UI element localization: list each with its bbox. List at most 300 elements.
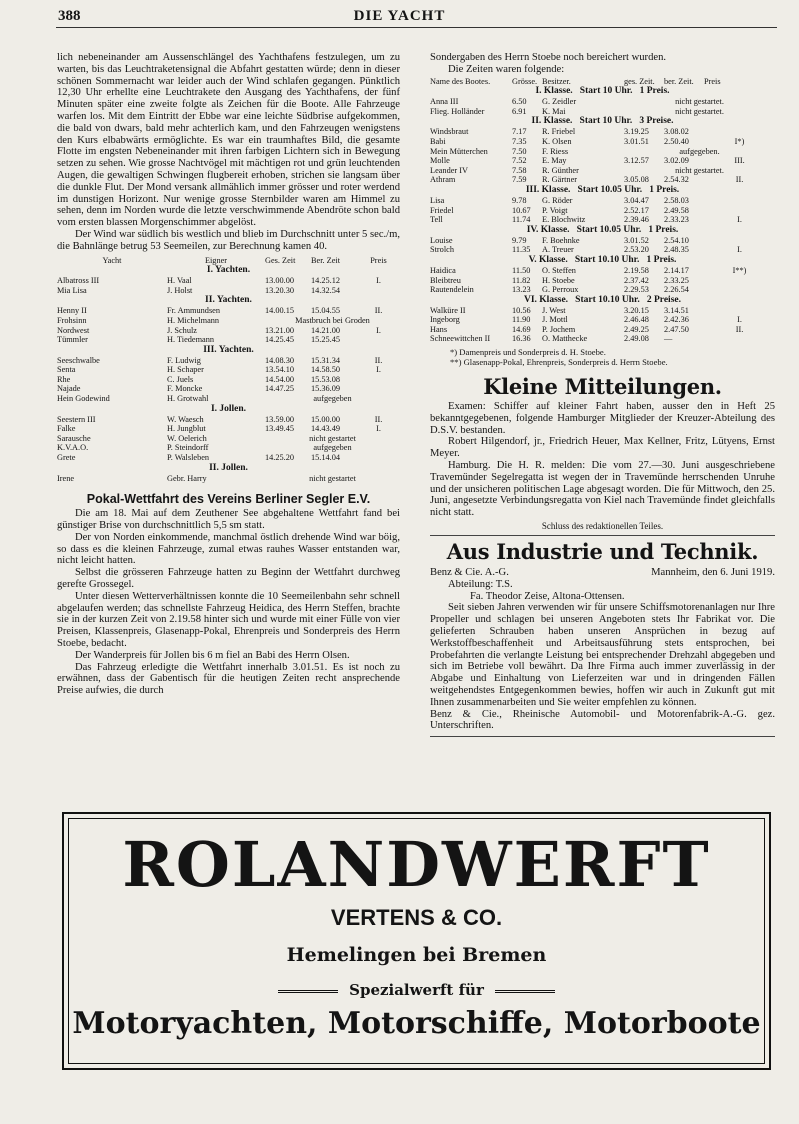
cell-size: 7.59 bbox=[512, 175, 527, 185]
cell-calc-time: 15.25.45 bbox=[311, 335, 341, 345]
section-rule bbox=[430, 736, 775, 737]
header-rule bbox=[56, 27, 777, 28]
cell-prize: I**) bbox=[732, 265, 747, 275]
cell-calc-time: 2.49.58 bbox=[664, 205, 689, 215]
boat-results-table bbox=[430, 77, 775, 344]
table-row bbox=[430, 137, 775, 147]
cell-calc-time: 14.25.12 bbox=[311, 276, 341, 286]
cell-calc-time: 15.04.55 bbox=[311, 306, 341, 316]
footnote: *) Damenpreis und Sonderpreis d. H. Stoebe. bbox=[450, 347, 606, 358]
cell-boat: Molle bbox=[430, 156, 450, 166]
cell-calc-time: 2.58.03 bbox=[664, 195, 689, 205]
cell-owner: E. May bbox=[542, 156, 567, 166]
cell-total-time: 13.00.00 bbox=[265, 276, 295, 286]
cell-boat: Anna III bbox=[430, 97, 459, 107]
table-row bbox=[430, 206, 775, 216]
cell-yacht: Mia Lisa bbox=[57, 285, 87, 295]
cell-calc-time: 15.36.09 bbox=[311, 384, 341, 394]
cell-total-time: 3.12.57 bbox=[624, 156, 649, 166]
cell-size: 10.67 bbox=[512, 205, 531, 215]
cell-prize: II. bbox=[374, 414, 383, 424]
cell-owner: W. Oelerich bbox=[167, 433, 207, 443]
table-row bbox=[57, 375, 400, 385]
cell-owner: Fr. Ammundsen bbox=[167, 306, 221, 316]
cell-owner: H. Schaper bbox=[167, 365, 204, 375]
table-row bbox=[57, 286, 400, 296]
cell-yacht: Sarausche bbox=[57, 433, 91, 443]
cell-owner: H. Grotwahl bbox=[167, 394, 209, 404]
group-title-row bbox=[57, 265, 400, 276]
cell-owner: W. Waesch bbox=[167, 414, 204, 424]
cell-calc-time: 14.21.00 bbox=[311, 325, 341, 335]
col-header-yacht: Yacht bbox=[102, 255, 122, 265]
cell-size: 16.36 bbox=[512, 334, 531, 344]
cell-prize: I*) bbox=[734, 136, 745, 146]
table-row bbox=[430, 236, 775, 246]
cell-total-time: 2.39.46 bbox=[624, 215, 649, 225]
cell-yacht: Grete bbox=[57, 453, 76, 463]
cell-owner: J. Schulz bbox=[167, 325, 197, 335]
cell-yacht: Frohsinn bbox=[57, 315, 87, 325]
table-row bbox=[57, 443, 400, 453]
cell-boat: Hans bbox=[430, 324, 448, 334]
cell-calc-time: 15.00.00 bbox=[311, 414, 341, 424]
cell-total-time: 3.01.52 bbox=[624, 235, 649, 245]
cell-calc-time: 2.47.50 bbox=[664, 324, 689, 334]
cell-total-time: 14.25.45 bbox=[265, 335, 295, 345]
cell-owner: O. Matthecke bbox=[542, 334, 588, 344]
table-row bbox=[430, 276, 775, 286]
cell-yacht: Tümmler bbox=[57, 335, 88, 345]
table-row bbox=[430, 196, 775, 206]
cell-prize bbox=[704, 334, 775, 344]
kleine-mitteilungen-heading: Kleine Mitteilungen. bbox=[483, 374, 722, 400]
cell-boat: Babi bbox=[430, 136, 446, 146]
cell-calc-time: 3.02.09 bbox=[664, 156, 689, 166]
cell-size: 11.35 bbox=[512, 245, 531, 255]
cell-prize: II. bbox=[735, 175, 744, 185]
table-row bbox=[57, 276, 400, 286]
cell-yacht: K.V.A.O. bbox=[57, 443, 89, 453]
cell-total-time: 2.46.48 bbox=[624, 315, 649, 325]
footnote: **) Glasenapp-Pokal, Ehrenpreis, Sonderpreis d. Herrn Stoebe. bbox=[450, 357, 668, 368]
pokal-paragraph: Der Wanderpreis für Jollen bis 6 m fiel an Babi des Herrn Olsen. bbox=[75, 649, 350, 661]
group-title: II. Yachten. bbox=[205, 295, 252, 306]
table-row bbox=[430, 245, 775, 255]
cell-boat: Friedel bbox=[430, 205, 454, 215]
cell-yacht: Henny II bbox=[57, 306, 87, 316]
table-row bbox=[57, 326, 400, 336]
cell-prize bbox=[357, 286, 400, 296]
table-row bbox=[57, 434, 400, 444]
class-title: I. Klasse. Start 10 Uhr. 1 Preis. bbox=[535, 86, 670, 97]
cell-boat: Rautendelein bbox=[430, 285, 474, 295]
cell-total-time: 14.00.15 bbox=[265, 306, 295, 316]
cell-yacht: Albatross III bbox=[57, 276, 100, 286]
table-row bbox=[430, 166, 775, 176]
letter-recipient: Fa. Theodor Zeise, Altona-Ottensen. bbox=[470, 590, 625, 602]
yacht-results-table bbox=[57, 256, 400, 484]
pokal-heading: Pokal-Wettfahrt des Vereins Berliner Segler E.V. bbox=[86, 492, 371, 507]
cell-boat: Haidica bbox=[430, 265, 456, 275]
cell-total-time: 3.04.47 bbox=[624, 195, 649, 205]
letter-department: Abteilung: T.S. bbox=[448, 578, 513, 590]
cell-prize: I. bbox=[376, 325, 381, 335]
page-header bbox=[0, 0, 799, 28]
cell-owner: R. Günther bbox=[542, 165, 579, 175]
cell-note: nicht gestartet. bbox=[675, 97, 724, 107]
class-title-row bbox=[430, 86, 775, 97]
class-title-row bbox=[430, 255, 775, 266]
cell-yacht: Falke bbox=[57, 424, 76, 434]
table-row bbox=[57, 453, 400, 463]
rolandwerft-advertisement bbox=[62, 812, 771, 1070]
class-title-row bbox=[430, 185, 775, 196]
group-title: III. Yachten. bbox=[203, 344, 254, 355]
cell-size: 6.91 bbox=[512, 106, 527, 116]
cell-size: 7.58 bbox=[512, 165, 527, 175]
cell-boat: Strolch bbox=[430, 245, 454, 255]
cell-prize: I. bbox=[737, 315, 742, 325]
cell-boat: Schneewittchen II bbox=[430, 334, 491, 344]
cell-size: 7.52 bbox=[512, 156, 527, 166]
table-row bbox=[430, 107, 775, 117]
class-title: V. Klasse. Start 10.10 Uhr. 1 Preis. bbox=[528, 254, 677, 265]
cell-yacht: Seestern III bbox=[57, 414, 96, 424]
cell-boat: Louise bbox=[430, 235, 453, 245]
cell-calc-time: 2.50.40 bbox=[664, 136, 689, 146]
cell-prize: II. bbox=[374, 306, 383, 316]
table-row bbox=[430, 215, 775, 225]
footnotes bbox=[430, 347, 775, 367]
cell-calc-time: 2.14.17 bbox=[664, 265, 689, 275]
group-title-row bbox=[57, 463, 400, 474]
group-title: I. Jollen. bbox=[210, 403, 247, 414]
cell-owner: A. Treuer bbox=[542, 245, 574, 255]
cell-prize bbox=[704, 206, 775, 216]
group-title: II. Jollen. bbox=[209, 462, 248, 473]
cell-total-time: 2.49.25 bbox=[624, 324, 649, 334]
cell-size: 11.82 bbox=[512, 275, 531, 285]
table-row bbox=[430, 285, 775, 295]
cell-prize bbox=[357, 375, 400, 385]
pokal-paragraph: Unter diesen Wetterverhältnissen konnte die 10 Seemeilenbahn sehr schnell abgelaufen werden; das schnellste Fahrzeug Heidica, des Herrn Steffen, brachte sie in der kurzen Zeit von 2.19.58 hinter sich und wurde mit einer Fülle von vier Preisen, Klassenpreis, Glasenapp-Pokal, Ehrenpreis und Sonderpreis des Herrn Stoebe, bedacht. bbox=[57, 590, 400, 649]
cell-boat: Leander IV bbox=[430, 165, 469, 175]
cell-prize: I. bbox=[376, 424, 381, 434]
cell-owner: G. Zeidler bbox=[542, 97, 577, 107]
cell-size: 14.69 bbox=[512, 324, 531, 334]
class-title: VI. Klasse. Start 10.10 Uhr. 2 Preise. bbox=[523, 294, 681, 305]
cell-calc-time: 3.08.02 bbox=[664, 127, 689, 137]
class-title-row bbox=[430, 295, 775, 306]
cell-total-time: 3.20.15 bbox=[624, 305, 649, 315]
right-column bbox=[430, 52, 775, 740]
table-row bbox=[57, 474, 400, 484]
table-row bbox=[430, 175, 775, 185]
cell-size: 9.79 bbox=[512, 235, 527, 245]
cell-prize bbox=[704, 285, 775, 295]
table-row bbox=[430, 97, 775, 107]
col-header-owner: Besitzer. bbox=[542, 76, 571, 86]
cell-prize bbox=[357, 453, 400, 463]
cell-boat: Athram bbox=[430, 175, 456, 185]
cell-calc-time: 2.42.36 bbox=[664, 315, 689, 325]
right-intro: Sondergaben des Herrn Stoebe noch bereichert wurden. bbox=[430, 52, 667, 63]
cell-total-time: 2.19.58 bbox=[624, 265, 649, 275]
cell-total-time: 14.47.25 bbox=[265, 384, 295, 394]
cell-owner: F. Moncke bbox=[167, 384, 203, 394]
cell-total-time: 2.53.20 bbox=[624, 245, 649, 255]
pokal-paragraph: Selbst die grösseren Fahrzeuge hatten zu Beginn der Wettfahrt durchweg gerefte Grossegel. bbox=[57, 567, 400, 591]
ad-specialty-line bbox=[64, 980, 769, 1000]
ad-products: Motoryachten, Motorschiffe, Motorboote bbox=[72, 1006, 761, 1041]
cell-prize bbox=[704, 306, 775, 316]
cell-owner: O. Steffen bbox=[542, 265, 576, 275]
intro-paragraph-1: lich nebeneinander am Aussenschlängel des Yachthafens festzulegen, um zu warten, bis das Leuchtraketensignal die Abfahrt gestatten würde; denn in dieser schönen Sommernacht war leider auch der Wind schlafen gegangen. Pünktlich 12,30 Uhr erhellte eine Leuchtrakete den Ausgang des Yachthafens, der fünf Minuten später eine zweite folgte als Zeichen für die Boote. Alle Fahrzeuge warfen los. Mit dem Eintritt der Ebbe war eine leichte Südbrise aufgekommen, die bald von dwars, bald mehr achterlich kam, und den Fahrzeugen wenigstens den Kurs elbabwärts ermöglichte. Es war ein traumhaftes Bild, die gesamte Flotte im engsten Nebeneinander mit ihren farbigen Lichtern sich in Bewegung setzen zu sehen. Wie grosse Nachtvögel mit mächtigen rot und grün leuchtenden Augen, die gewaltigen Schwingen flugbereit erhoben, strichen sie langsam über die dunkle Flut. Der Mond versank allmählich immer grösser und roter werdend im dunstigen Horizont. Nur wenige grosse Sternbilder waren am Himmel zu sehen, denn im Norden wurde die letzte verschwimmende Abendröte schon bald vom ersten blassen Morgenschimmer abgelöst. bbox=[57, 52, 400, 229]
letter-place-date: Mannheim, den 6. Juni 1919. bbox=[651, 567, 775, 579]
letter-head bbox=[430, 567, 775, 579]
cell-calc-time: 15.53.08 bbox=[311, 374, 341, 384]
class-title: III. Klasse. Start 10.05 Uhr. 1 Preis. bbox=[525, 184, 680, 195]
group-title-row bbox=[57, 345, 400, 356]
cell-owner: R. Gärtner bbox=[542, 175, 578, 185]
col-header-prize: Preis bbox=[704, 76, 721, 86]
cell-owner: J. Mottl bbox=[542, 315, 568, 325]
col-header-total-time: ges. Zeit. bbox=[624, 76, 655, 86]
table-row bbox=[57, 394, 400, 404]
cell-owner: H. Tiedemann bbox=[167, 335, 215, 345]
cell-boat: Tell bbox=[430, 215, 443, 225]
cell-prize: I. bbox=[376, 365, 381, 375]
class-title-row bbox=[430, 116, 775, 127]
kleine-paragraph: Robert Hilgendorf, jr., Friedrich Heuer, Max Kellner, Fritz, Lütyens, Ernst Meyer. bbox=[430, 436, 775, 460]
cell-note: aufgegeben bbox=[313, 394, 352, 404]
letter-body: Seit sieben Jahren verwenden wir für unsere Schiffsmotorenanlagen nur Ihre Propeller und schlagen bei unseren Angeboten stets Ihr Fabrikat vor. Die gelieferten Schrauben haben unseren Ansprüchen in bezug auf Werkstoffbeschaffenheit und Arbeitsausführung stets entsprochen, bei Probefahrten die verlangte Leistung bei entsprechender Drehzahl abgegeben und sich im Betriebe voll bewährt. Da Ihre Firma auch immer zuverlässig in der Abgabe und Einhaltung von Lieferzeiten war und in dringenden Fällen weitgehendstes Entgegenkommen bewies, hoffen wir auch in Zukunft gut mit Ihnen zusammenarbeiten und Sie weiter empfehlen zu können. bbox=[430, 602, 775, 708]
cell-prize: I. bbox=[376, 276, 381, 286]
pokal-paragraph: Der von Norden einkommende, manchmal östlich drehende Wind war böig, so dass es die kleinen Fahrzeuge, zumal etwas rauhes Wasser entstanden war, nicht leicht hatten. bbox=[57, 531, 400, 567]
cell-prize bbox=[357, 335, 400, 345]
industrie-heading: Aus Industrie und Technik. bbox=[446, 539, 759, 565]
cell-prize: III. bbox=[734, 156, 745, 166]
cell-yacht: Irene bbox=[57, 473, 75, 483]
cell-calc-time: 3.14.51 bbox=[664, 305, 689, 315]
cell-yacht: Hein Godewind bbox=[57, 394, 110, 404]
cell-owner: P. Walsleben bbox=[167, 453, 210, 463]
cell-total-time: 13.59.00 bbox=[265, 414, 295, 424]
cell-note: Mastbruch bei Groden bbox=[295, 315, 370, 325]
cell-note: aufgegeben bbox=[313, 443, 352, 453]
cell-owner: G. Perroux bbox=[542, 285, 579, 295]
cell-boat: Lisa bbox=[430, 195, 445, 205]
table-row bbox=[57, 356, 400, 366]
cell-prize bbox=[704, 127, 775, 137]
cell-owner: P. Jochem bbox=[542, 324, 576, 334]
cell-note: nicht gestartet. bbox=[675, 165, 724, 175]
cell-calc-time: 15.31.34 bbox=[311, 355, 341, 365]
page-number: 388 bbox=[58, 8, 81, 24]
col-header-owner: Eigner bbox=[204, 255, 228, 265]
table-row bbox=[430, 334, 775, 344]
cell-prize bbox=[357, 384, 400, 394]
cell-total-time: 3.01.51 bbox=[624, 136, 649, 146]
times-heading: Die Zeiten waren folgende: bbox=[448, 63, 565, 75]
cell-owner: J. West bbox=[542, 305, 566, 315]
left-column bbox=[57, 52, 400, 697]
col-header-boat: Name des Bootes. bbox=[430, 76, 491, 86]
cell-boat: Bleibtreu bbox=[430, 275, 461, 285]
cell-owner: F. Ludwig bbox=[167, 355, 201, 365]
cell-prize bbox=[704, 236, 775, 246]
cell-calc-time: 15.14.04 bbox=[311, 453, 341, 463]
cell-owner: H. Stoebe bbox=[542, 275, 575, 285]
table-row bbox=[430, 306, 775, 316]
cell-total-time: 2.52.17 bbox=[624, 205, 649, 215]
cell-calc-time: 14.43.49 bbox=[311, 424, 341, 434]
cell-prize: I. bbox=[737, 215, 742, 225]
ad-specialty: Spezialwerft für bbox=[349, 981, 484, 999]
table-row bbox=[430, 156, 775, 166]
cell-total-time: 13.21.00 bbox=[265, 325, 295, 335]
col-header-calc-time: Ber. Zeit bbox=[311, 255, 341, 265]
cell-size: 11.74 bbox=[512, 215, 531, 225]
class-title-row bbox=[430, 225, 775, 236]
cell-total-time: 13.54.10 bbox=[265, 365, 295, 375]
col-header-calc-time: ber. Zeit. bbox=[664, 76, 694, 86]
cell-boat: Flieg. Holländer bbox=[430, 106, 485, 116]
group-title: I. Yachten. bbox=[206, 265, 251, 276]
table-row bbox=[430, 147, 775, 157]
table-header-row bbox=[57, 256, 400, 266]
cell-size: 11.90 bbox=[512, 315, 531, 325]
cell-note: nicht gestartet. bbox=[675, 106, 724, 116]
cell-calc-time: 14.32.54 bbox=[311, 285, 341, 295]
table-row bbox=[57, 415, 400, 425]
cell-yacht: Nordwest bbox=[57, 325, 90, 335]
cell-prize bbox=[704, 196, 775, 206]
cell-total-time: 2.29.53 bbox=[624, 285, 649, 295]
cell-owner: F. Boehnke bbox=[542, 235, 580, 245]
ad-rule-right bbox=[495, 990, 555, 993]
cell-yacht: Seeschwalbe bbox=[57, 355, 100, 365]
cell-yacht: Senta bbox=[57, 365, 76, 375]
table-row bbox=[57, 384, 400, 394]
cell-total-time: 14.08.30 bbox=[265, 355, 295, 365]
group-title-row bbox=[57, 295, 400, 306]
cell-calc-time: 2.54.10 bbox=[664, 235, 689, 245]
intro-paragraph-2: Der Wind war südlich bis westlich und blieb im Durchschnitt unter 5 sec./m, die Bahnlänge betrug 53 Seemeilen, zur Berechnung kamen 40. bbox=[57, 228, 400, 252]
group-title-row bbox=[57, 404, 400, 415]
class-title: II. Klasse. Start 10 Uhr. 3 Preise. bbox=[531, 116, 674, 127]
cell-calc-time: 2.54.32 bbox=[664, 175, 689, 185]
cell-owner: F. Riess bbox=[542, 146, 569, 156]
ad-rule-left bbox=[278, 990, 338, 993]
cell-calc-time: 2.26.54 bbox=[664, 285, 689, 295]
cell-owner: H. Vaal bbox=[167, 276, 192, 286]
cell-owner: G. Röder bbox=[542, 195, 573, 205]
col-header-prize: Preis bbox=[370, 255, 387, 265]
letter-sender: Benz & Cie. A.-G. bbox=[430, 567, 509, 579]
cell-boat: Mein Mütterchen bbox=[430, 146, 488, 156]
cell-size: 7.35 bbox=[512, 136, 527, 146]
journal-title: DIE YACHT bbox=[353, 8, 446, 24]
kleine-paragraph: Examen: Schiffer auf kleiner Fahrt haben, ausser den in Heft 25 bekanntgegebenen, folgende Hamburger Mitglieder der Kreuzer-Abteilung des D.S.V. bestanden. bbox=[430, 401, 775, 436]
cell-total-time: 14.25.20 bbox=[265, 453, 295, 463]
table-row bbox=[57, 365, 400, 375]
cell-note: nicht gestartet bbox=[309, 433, 356, 443]
ad-owner: VERTENS & CO. bbox=[330, 905, 503, 930]
table-row bbox=[57, 316, 400, 326]
pokal-paragraph: Die am 18. Mai auf dem Zeuthener See abgehaltene Wettfahrt fand bei günstiger Brise von durchschnittlich 5,5 sm statt. bbox=[57, 508, 400, 532]
cell-boat: Walküre II bbox=[430, 305, 466, 315]
cell-size: 13.23 bbox=[512, 285, 531, 295]
cell-size: 9.78 bbox=[512, 195, 527, 205]
table-header-row bbox=[430, 77, 775, 87]
table-row bbox=[430, 315, 775, 325]
cell-prize: I. bbox=[737, 245, 742, 255]
ad-company-name: ROLANDWERFT bbox=[122, 828, 711, 901]
cell-owner: H. Jungblut bbox=[167, 424, 206, 434]
cell-total-time: 3.19.25 bbox=[624, 127, 649, 137]
cell-calc-time: 2.33.25 bbox=[664, 275, 689, 285]
cell-owner: J. Holst bbox=[167, 285, 193, 295]
cell-calc-time: 2.33.23 bbox=[664, 215, 689, 225]
cell-boat: Ingeborg bbox=[430, 315, 460, 325]
cell-total-time: 13.49.45 bbox=[265, 424, 295, 434]
cell-size: 10.56 bbox=[512, 305, 531, 315]
table-row bbox=[57, 335, 400, 345]
cell-owner: K. Olsen bbox=[542, 136, 572, 146]
table-row bbox=[57, 306, 400, 316]
section-rule bbox=[430, 535, 775, 536]
cell-owner: P. Voigt bbox=[542, 205, 568, 215]
cell-size: 7.50 bbox=[512, 146, 527, 156]
cell-total-time: 14.54.00 bbox=[265, 374, 295, 384]
cell-total-time: 2.37.42 bbox=[624, 275, 649, 285]
table-row bbox=[57, 424, 400, 434]
editorial-end-note: Schluss des redaktionellen Teiles. bbox=[541, 521, 664, 532]
cell-yacht: Najade bbox=[57, 384, 81, 394]
cell-note: nicht gestartet bbox=[309, 473, 356, 483]
cell-prize: II. bbox=[735, 324, 744, 334]
cell-calc-time: 14.58.50 bbox=[311, 365, 341, 375]
cell-total-time: 13.20.30 bbox=[265, 285, 295, 295]
cell-owner: P. Steindorff bbox=[167, 443, 209, 453]
letter-signature: Benz & Cie., Rheinische Automobil- und Motorenfabrik-A.-G. gez. Unterschriften. bbox=[430, 708, 775, 732]
cell-total-time: 2.49.08 bbox=[624, 334, 649, 344]
cell-note: aufgegeben. bbox=[679, 146, 720, 156]
table-row bbox=[430, 127, 775, 137]
cell-owner: K. Mai bbox=[542, 106, 566, 116]
col-header-size: Grösse. bbox=[512, 76, 538, 86]
cell-total-time: 3.05.08 bbox=[624, 175, 649, 185]
cell-size: 6.50 bbox=[512, 97, 527, 107]
cell-size: 11.50 bbox=[512, 265, 531, 275]
table-row bbox=[430, 325, 775, 335]
cell-boat: Windsbraut bbox=[430, 127, 469, 137]
pokal-paragraph: Das Fahrzeug erledigte die Wettfahrt innerhalb 3.01.51. Es ist noch zu erwähnen, dass der Gabentisch für die heutigen Zeiten recht ansprechende Preise aufwies, die durch bbox=[57, 661, 400, 697]
cell-owner: E. Blochwitz bbox=[542, 215, 586, 225]
cell-owner: C. Juels bbox=[167, 374, 194, 384]
cell-calc-time: 2.48.35 bbox=[664, 245, 689, 255]
cell-owner: Gebr. Harry bbox=[167, 473, 207, 483]
col-header-total-time: Ges. Zeit bbox=[265, 255, 296, 265]
cell-prize bbox=[704, 276, 775, 286]
cell-yacht: Rhe bbox=[57, 374, 71, 384]
table-row bbox=[430, 266, 775, 276]
cell-calc-time: — bbox=[664, 334, 673, 344]
cell-owner: H. Michelmann bbox=[167, 315, 220, 325]
kleine-paragraph: Hamburg. Die H. R. melden: Die vom 27.—30. Juni ausgeschriebene Travemünder Segelregatta ist wegen der in Travemünde herrschenden Unruhe und der unsicheren politischen Lage abgesagt worden. Die für Mittwoch, den 25. Juni, angesetzte Verbindungsregatta von Kiel nach Travemünde findet gleichfalls nicht statt. bbox=[430, 460, 775, 519]
